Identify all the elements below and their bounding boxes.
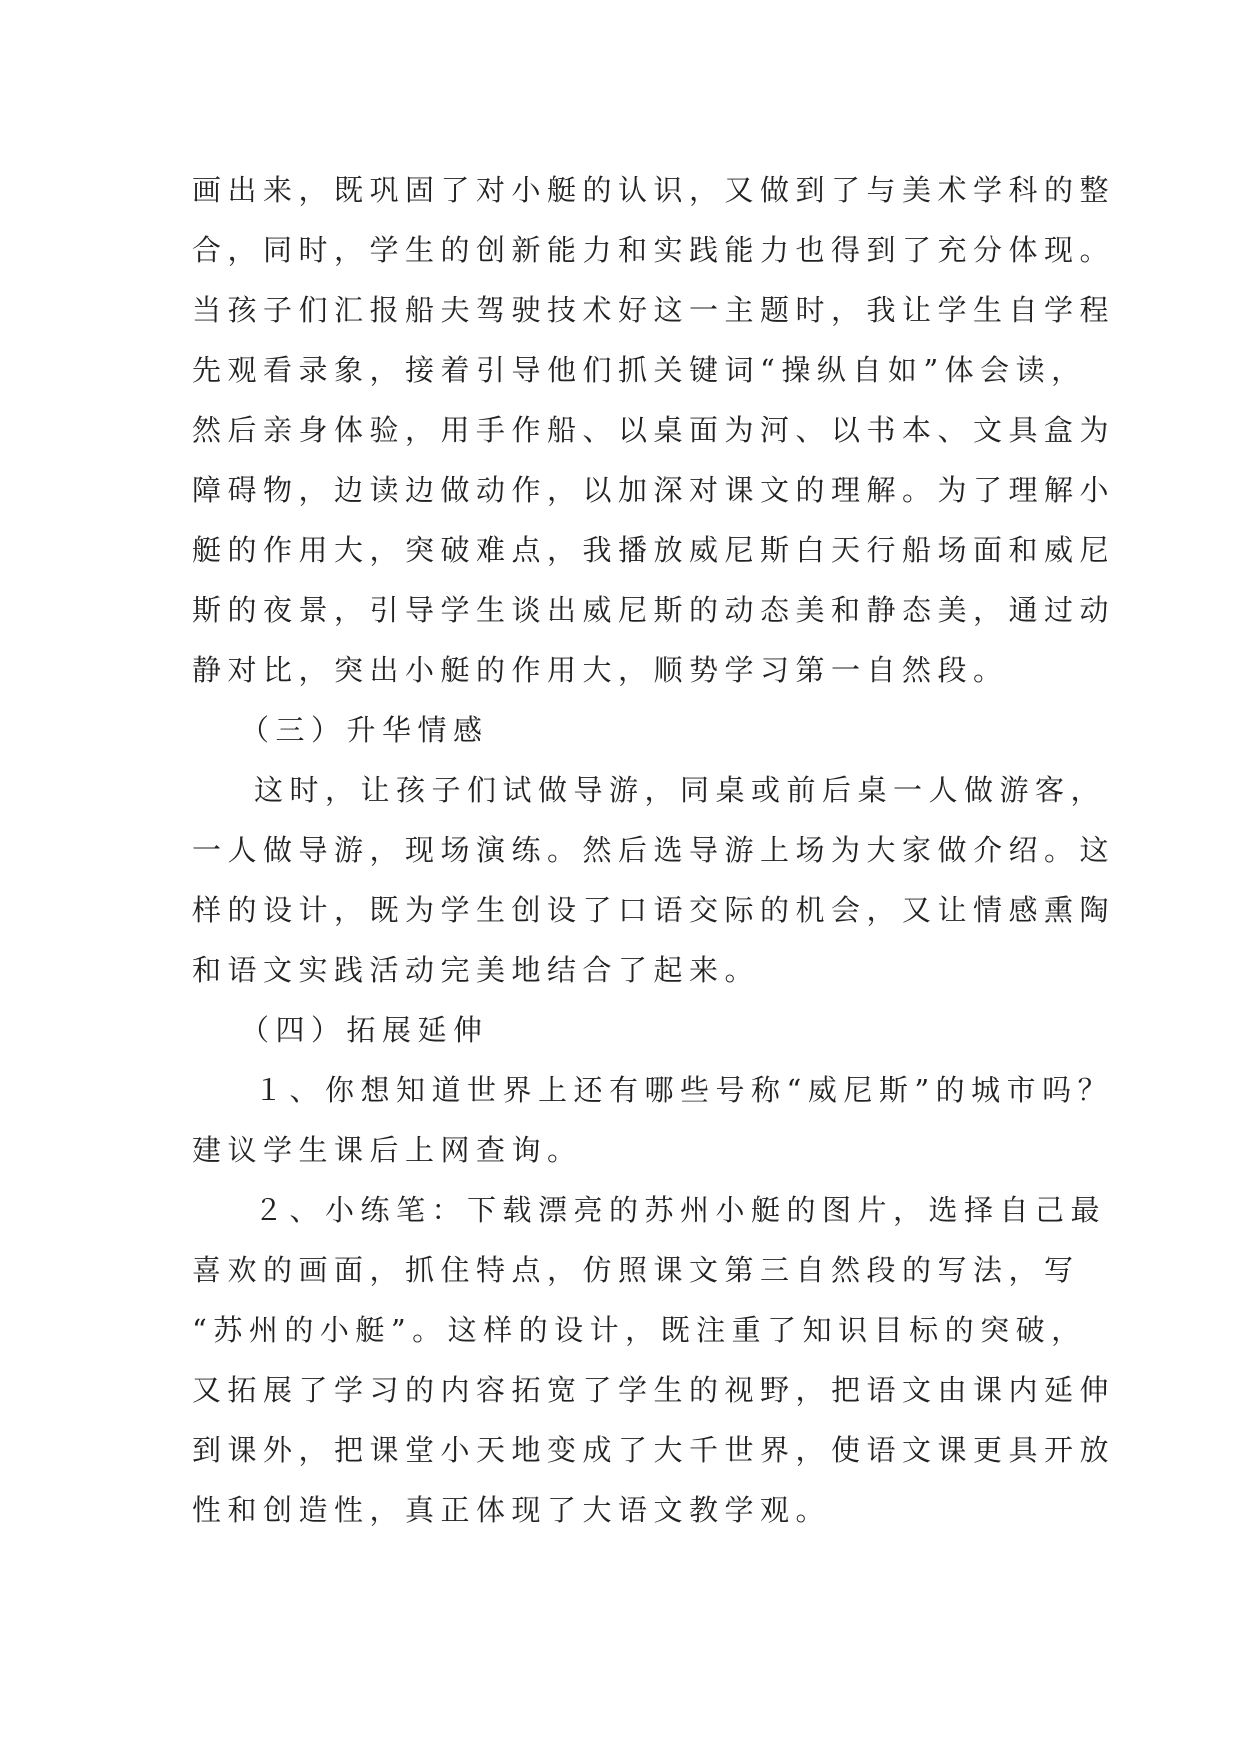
- text-line: 性和创造性，真正体现了大语文教学观。: [192, 1493, 832, 1527]
- text-line: （三）升华情感: [240, 713, 489, 747]
- text-line: １、你想知道世界上还有哪些号称“威尼斯”的城市吗？: [254, 1073, 1114, 1107]
- text-line: 当孩子们汇报船夫驾驶技术好这一主题时，我让学生自学程: [192, 293, 1116, 327]
- text-line: 先观看录象，接着引导他们抓关键词“操纵自如”体会读，: [192, 353, 1087, 387]
- text-line: 这时，让孩子们试做导游，同桌或前后桌一人做游客，: [254, 773, 1107, 807]
- text-line: “苏州的小艇”。这样的设计，既注重了知识目标的突破，: [192, 1313, 1087, 1347]
- text-line: 艇的作用大，突破难点，我播放威尼斯白天行船场面和威尼: [192, 533, 1116, 567]
- text-line: 建议学生课后上网查询。: [192, 1133, 583, 1167]
- text-line: 一人做导游，现场演练。然后选导游上场为大家做介绍。这: [192, 833, 1116, 867]
- text-line: 样的设计，既为学生创设了口语交际的机会，又让情感熏陶: [192, 893, 1116, 927]
- text-line: 和语文实践活动完美地结合了起来。: [192, 953, 761, 987]
- text-line: 合，同时，学生的创新能力和实践能力也得到了充分体现。: [192, 233, 1116, 267]
- text-line: 喜欢的画面，抓住特点，仿照课文第三自然段的写法，写: [192, 1253, 1080, 1287]
- document-body: [192, 160, 1116, 1540]
- text-line: 画出来，既巩固了对小艇的认识，又做到了与美术学科的整: [192, 173, 1116, 207]
- text-line: 障碍物，边读边做动作，以加深对课文的理解。为了理解小: [192, 473, 1116, 507]
- text-line: 斯的夜景，引导学生谈出威尼斯的动态美和静态美，通过动: [192, 593, 1116, 627]
- text-line: （四）拓展延伸: [240, 1013, 489, 1047]
- text-line: 到课外，把课堂小天地变成了大千世界，使语文课更具开放: [192, 1433, 1116, 1467]
- text-line: 又拓展了学习的内容拓宽了学生的视野，把语文由课内延伸: [192, 1373, 1116, 1407]
- text-line: 然后亲身体验，用手作船、以桌面为河、以书本、文具盒为: [192, 413, 1116, 447]
- text-line: ２、小练笔：下载漂亮的苏州小艇的图片，选择自己最: [254, 1193, 1107, 1227]
- text-line: 静对比，突出小艇的作用大，顺势学习第一自然段。: [192, 653, 1009, 687]
